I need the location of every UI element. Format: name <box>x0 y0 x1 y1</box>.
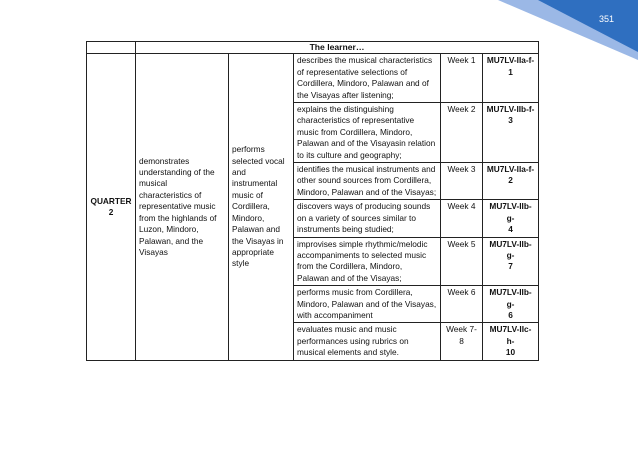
competency-line: performances using rubrics on <box>297 335 409 346</box>
code-cell <box>483 103 539 163</box>
performance-standard-cell <box>229 54 294 360</box>
code-line: MU7LV-IIb-g- <box>489 238 532 260</box>
week-line: Week 5 <box>447 238 476 249</box>
competency-line: to its culture and geography; <box>297 149 402 160</box>
competency-line: improvises simple rhythmic/melodic <box>297 238 428 249</box>
content-standard-line: Palawan, and the <box>139 235 204 246</box>
week-cell <box>441 103 483 163</box>
competency-cell <box>294 54 441 103</box>
week-cell <box>441 323 483 360</box>
performance-standard-line: instrumental <box>232 178 278 189</box>
competency-cell <box>294 237 441 286</box>
code-cell <box>483 286 539 323</box>
content-standard-line: characteristics of <box>139 189 202 200</box>
competency-line: with accompaniment <box>297 309 373 320</box>
performance-standard-line: Cordillera, <box>232 201 270 212</box>
competency-line: Cordillera, Mindoro, Palawan and of <box>297 78 429 89</box>
curriculum-table <box>86 41 539 361</box>
competency-line: Mindoro, Palawan and of the Visayas; <box>297 186 437 197</box>
competency-cell <box>294 163 441 200</box>
performance-standard-line: and <box>232 167 246 178</box>
content-standard-line: demonstrates <box>139 155 190 166</box>
performance-standard-line: style <box>232 258 250 269</box>
competency-line: evaluates music and music <box>297 324 397 335</box>
week-line: Week 3 <box>447 164 476 175</box>
content-standard-line: understanding of the <box>139 167 215 178</box>
table-header: The learner… <box>136 42 539 54</box>
week-cell <box>441 286 483 323</box>
page-number: 351 <box>598 14 614 24</box>
competency-cell <box>294 103 441 163</box>
week-cell <box>441 237 483 286</box>
table-row <box>87 54 539 103</box>
code-line: 2 <box>508 175 513 186</box>
week-line: Week 1 <box>447 55 476 66</box>
content-standard-line: Luzon, Mindoro, <box>139 224 199 235</box>
week-line: 8 <box>459 335 464 346</box>
quarter-line: 2 <box>108 206 114 217</box>
competency-line: describes the musical characteristics <box>297 55 433 66</box>
content-standard-cell <box>136 54 229 360</box>
competency-line: from the Cordillera, Mindoro, <box>297 261 403 272</box>
code-cell <box>483 54 539 103</box>
performance-standard-line: Mindoro, <box>232 212 265 223</box>
competency-line: other sound sources from Cordillera, <box>297 175 432 186</box>
competency-cell <box>294 286 441 323</box>
code-line: 3 <box>508 115 513 126</box>
header-blank-cell <box>87 42 136 54</box>
competency-line: musical elements and style. <box>297 347 399 358</box>
competency-cell <box>294 200 441 237</box>
code-line: 7 <box>508 261 513 272</box>
code-line: MU7LV-IIb-g- <box>489 287 532 309</box>
competency-line: Palawan and of the Visayas; <box>297 272 402 283</box>
code-line: MU7LV-IIb-f- <box>486 104 535 115</box>
code-cell <box>483 323 539 360</box>
code-line: MU7LV-IIa-f- <box>486 164 535 175</box>
performance-standard-line: music of <box>232 189 263 200</box>
code-line: 6 <box>508 309 513 320</box>
week-line: Week 6 <box>447 287 476 298</box>
performance-standard-line: Palawan and <box>232 224 280 235</box>
competency-line: of representative selections of <box>297 66 408 77</box>
competency-line: identifies the musical instruments and <box>297 164 436 175</box>
code-line: MU7LV-IIb-g- <box>489 201 532 223</box>
week-line: Week 7- <box>446 324 477 335</box>
content-standard-line: Visayas <box>139 246 168 257</box>
competency-line: discovers ways of producing sounds <box>297 201 431 212</box>
code-line: 10 <box>505 347 516 358</box>
content-standard-line: representative music <box>139 201 216 212</box>
week-cell <box>441 54 483 103</box>
competency-line: characteristics of representative <box>297 115 415 126</box>
competency-line: the Visayas after listening; <box>297 89 394 100</box>
header-row <box>87 42 539 54</box>
performance-standard-line: the Visayas in <box>232 235 284 246</box>
code-line: MU7LV-IIa-f- <box>486 55 535 66</box>
week-cell <box>441 200 483 237</box>
competency-line: instruments being studied; <box>297 224 394 235</box>
performance-standard-line: appropriate <box>232 246 274 257</box>
quarter-cell <box>87 54 136 360</box>
code-line: MU7LV-IIc-h- <box>489 324 532 346</box>
competency-line: performs music from Cordillera, <box>297 287 413 298</box>
code-line: 4 <box>508 224 513 235</box>
code-line: 1 <box>508 66 513 77</box>
week-line: Week 2 <box>447 104 476 115</box>
competency-line: explains the distinguishing <box>297 104 394 115</box>
quarter-line: QUARTER <box>90 195 132 206</box>
competency-line: Palawan and of the Visayasin relation <box>297 138 436 149</box>
competency-line: music from Cordillera, Mindoro, <box>297 126 413 137</box>
competency-cell <box>294 323 441 360</box>
competency-line: on a variety of sources similar to <box>297 212 416 223</box>
performance-standard-line: performs <box>232 144 265 155</box>
competency-line: Mindoro, Palawan and of the Visayas, <box>297 298 437 309</box>
content-standard-line: musical <box>139 178 168 189</box>
code-cell <box>483 163 539 200</box>
code-cell <box>483 237 539 286</box>
week-line: Week 4 <box>447 201 476 212</box>
week-cell <box>441 163 483 200</box>
performance-standard-line: selected vocal <box>232 155 285 166</box>
competency-line: accompaniments to selected music <box>297 249 427 260</box>
content-standard-line: from the highlands of <box>139 212 217 223</box>
code-cell <box>483 200 539 237</box>
